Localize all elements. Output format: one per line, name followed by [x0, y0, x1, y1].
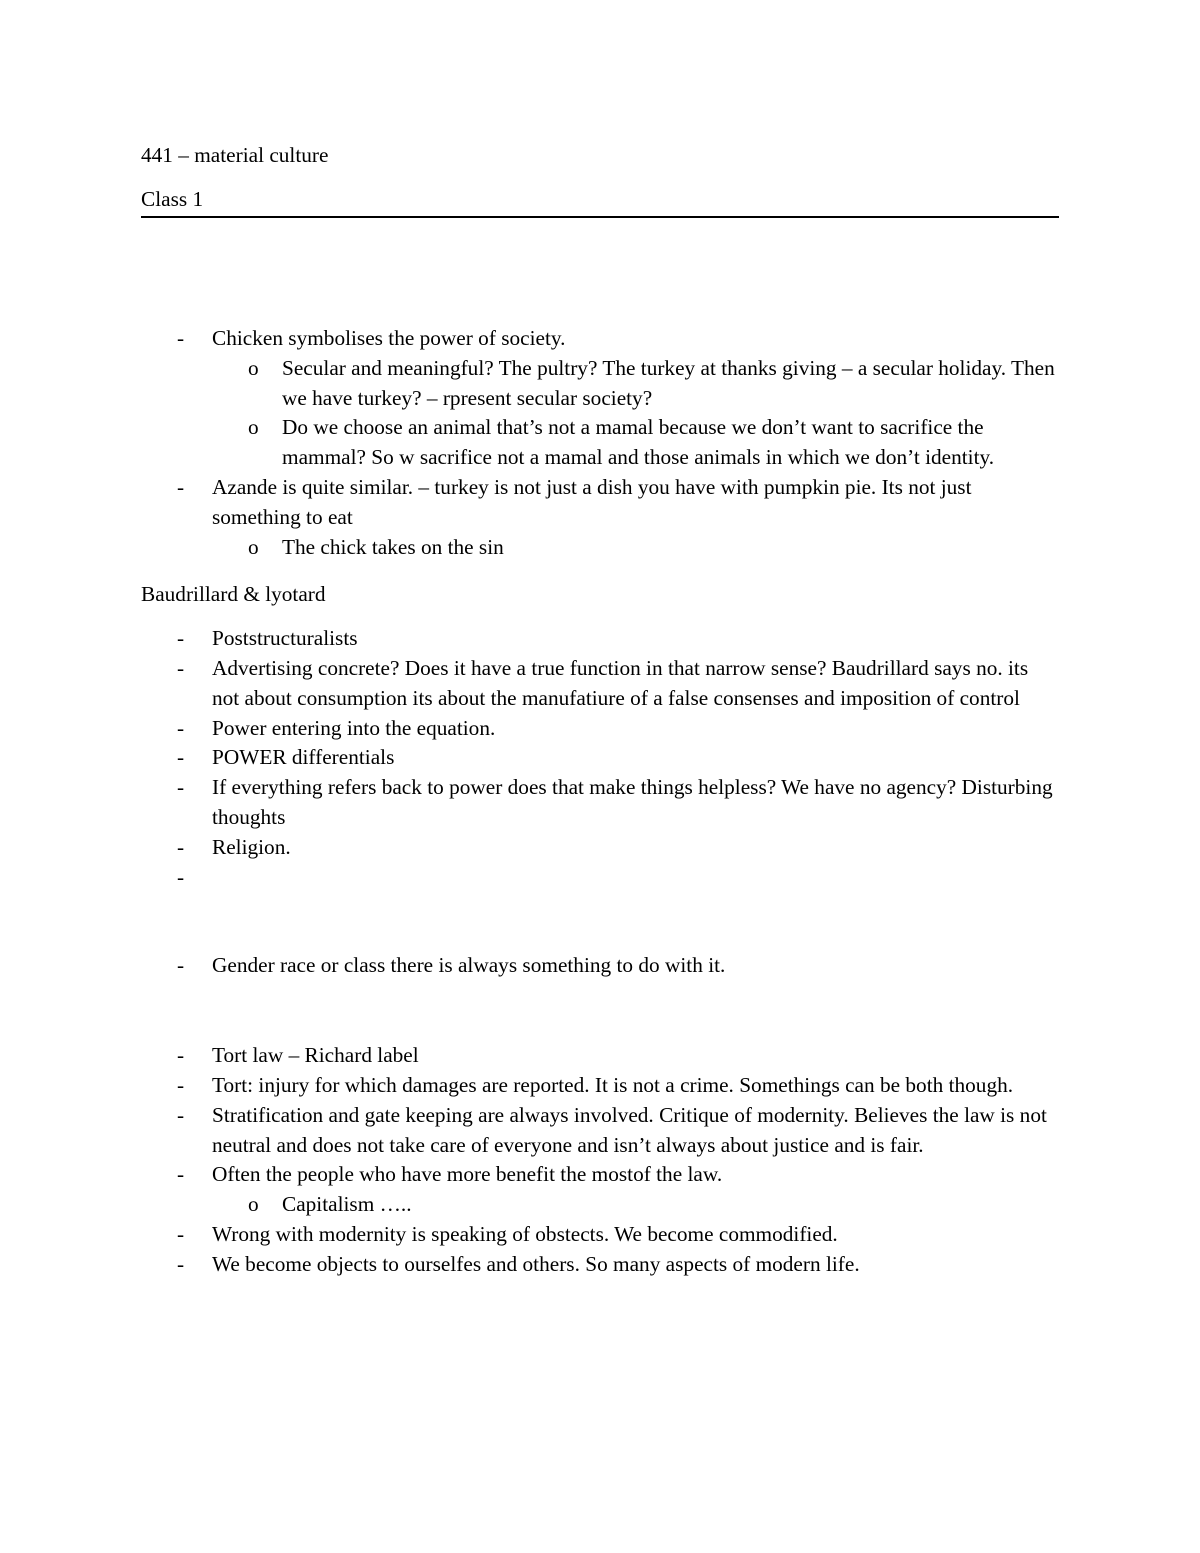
dash-bullet: - — [177, 775, 185, 800]
list-item-text: The chick takes on the sin — [282, 534, 504, 559]
list-item — [141, 1041, 1059, 1071]
dash-bullet: - — [177, 655, 185, 680]
list-item — [141, 1220, 1059, 1250]
list-item — [141, 743, 1059, 773]
list-item-text: Capitalism ….. — [282, 1192, 412, 1217]
blank-space — [141, 892, 1059, 951]
list-item-text: Religion. — [212, 834, 291, 859]
list-item-text: Do we choose an animal that’s not a mamal because we don’t want to sacrifice the mammal? So w sacrifice not a mamal and those animals in which we don’t identity. — [282, 415, 995, 470]
list-item-text: Tort law – Richard label — [212, 1043, 419, 1068]
dash-bullet: - — [177, 1102, 185, 1127]
circle-bullet: o — [248, 415, 259, 440]
list-item — [141, 473, 1059, 533]
list-item — [141, 714, 1059, 744]
dash-bullet: - — [177, 715, 185, 740]
notes-body — [141, 324, 1059, 1280]
dash-bullet: - — [177, 474, 185, 499]
dash-bullet: - — [177, 745, 185, 770]
dash-bullet: - — [177, 834, 185, 859]
list-item — [141, 654, 1059, 714]
section-heading: Baudrillard & lyotard — [141, 582, 326, 607]
sub-list-item — [141, 533, 1059, 563]
dash-bullet: - — [177, 953, 185, 978]
list-item-text: Often the people who have more benefit the mostof the law. — [212, 1162, 723, 1187]
list-item — [141, 1071, 1059, 1101]
circle-bullet: o — [248, 534, 259, 559]
list-item-text: Power entering into the equation. — [212, 715, 496, 740]
page-title: 441 – material culture — [141, 143, 329, 167]
list-item-text: If everything refers back to power does that make things helpless? We have no agency? Disturbing thoughts — [212, 775, 1053, 829]
empty-list-item — [141, 863, 1059, 893]
list-item-text: Chicken symbolises the power of society. — [212, 326, 566, 350]
circle-bullet: o — [248, 1192, 259, 1217]
sub-list-item — [141, 1190, 1059, 1220]
list-item — [141, 833, 1059, 863]
circle-bullet: o — [248, 355, 259, 380]
list-item-text: POWER differentials — [212, 745, 395, 770]
list-item — [141, 324, 1059, 354]
sub-list-item — [141, 413, 1059, 473]
list-item-text: Azande is quite similar. – turkey is not just a dish you have with pumpkin pie. Its not just something to eat — [212, 474, 972, 529]
blank-space — [141, 981, 1059, 1041]
dash-bullet: - — [177, 1043, 185, 1068]
header-rule — [141, 216, 1059, 218]
dash-bullet: - — [177, 626, 185, 651]
list-item — [141, 624, 1059, 654]
list-item-text: Tort: injury for which damages are reported. It is not a crime. Somethings can be both though. — [212, 1072, 1014, 1097]
dash-bullet: - — [177, 1251, 185, 1276]
list-item-text: Secular and meaningful? The pultry? The turkey at thanks giving – a secular holiday. Then we have turkey? – rpresent secular society? — [282, 355, 1055, 410]
dash-bullet: - — [177, 1221, 185, 1246]
dash-bullet: - — [177, 864, 185, 889]
list-item-text: Gender race or class there is always something to do with it. — [212, 953, 726, 978]
list-item-text: Advertising concrete? Does it have a true function in that narrow sense? Baudrillard says no. its not about consumption its about the manufatiure of a false consenses and imposition of control — [212, 655, 1029, 710]
class-label: Class 1 — [141, 186, 204, 211]
dash-bullet: - — [177, 1072, 185, 1097]
list-item — [141, 1250, 1059, 1280]
list-item-text: We become objects to ourselfes and others. So many aspects of modern life. — [212, 1251, 860, 1276]
list-item — [141, 773, 1059, 833]
list-item — [141, 951, 1059, 981]
sub-list-item — [141, 354, 1059, 414]
document-header — [141, 141, 1059, 218]
list-item-text: Poststructuralists — [212, 626, 358, 651]
dash-bullet: - — [177, 326, 185, 350]
list-item-text: Stratification and gate keeping are always involved. Critique of modernity. Believes the law is not neutral and does not take care of everyone and isn’t always about justice and is fair. — [212, 1102, 1047, 1157]
list-item — [141, 1160, 1059, 1190]
list-item — [141, 1101, 1059, 1161]
list-item-text: Wrong with modernity is speaking of obstects. We become commodified. — [212, 1221, 838, 1246]
dash-bullet: - — [177, 1162, 185, 1187]
